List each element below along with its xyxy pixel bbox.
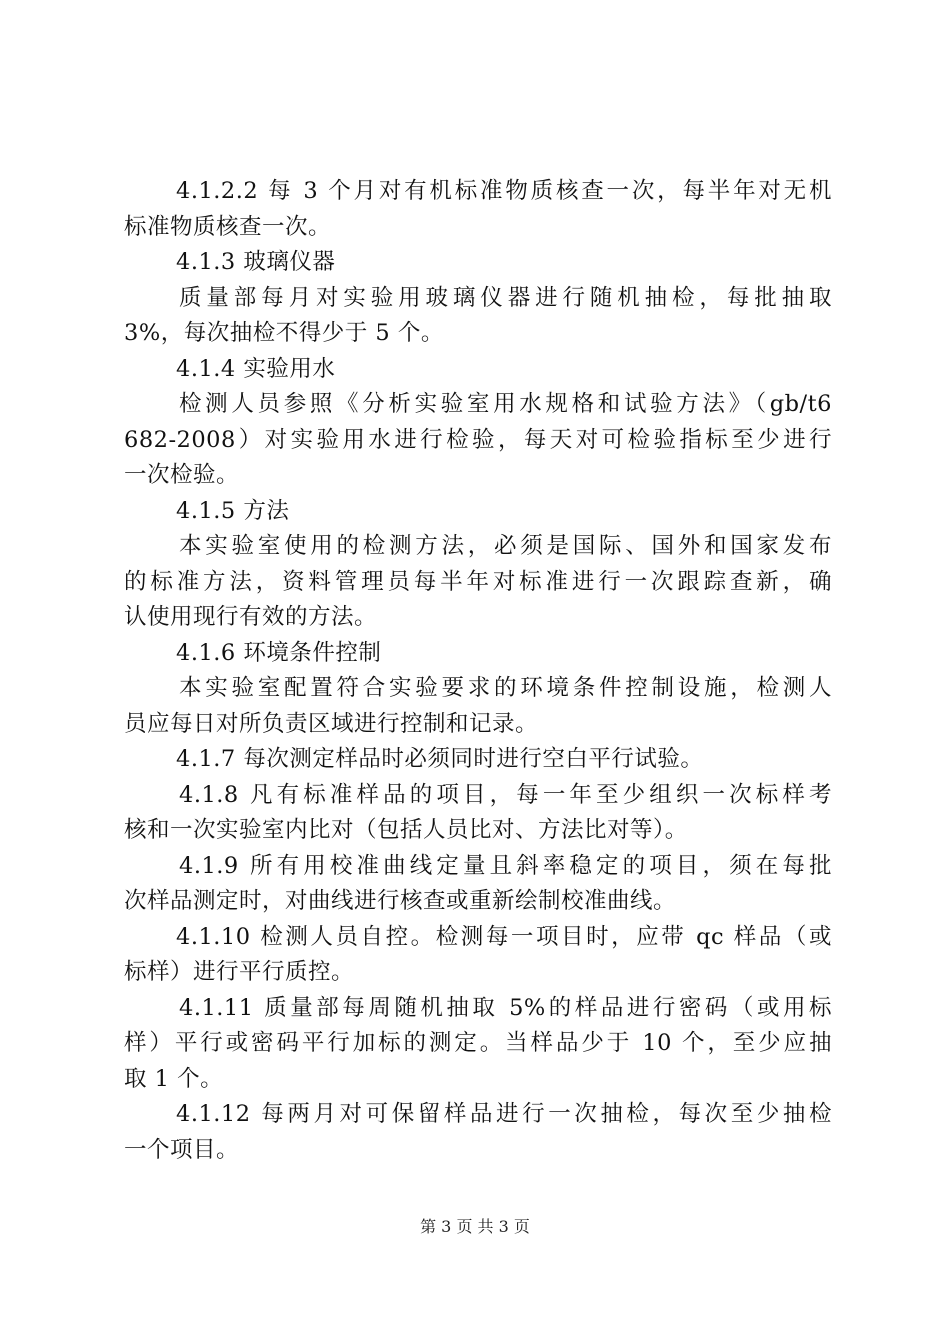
- document-body: [124, 174, 832, 1168]
- paragraph-line: 质量部每月对实验用玻璃仪器进行随机抽检，每批抽取: [179, 284, 832, 311]
- paragraph: [124, 1097, 832, 1168]
- paragraph: [124, 281, 832, 352]
- page-footer: 第 3 页 共 3 页: [420, 1217, 530, 1236]
- paragraph: [124, 742, 832, 778]
- paragraph: [124, 174, 832, 245]
- paragraph: [124, 529, 832, 636]
- paragraph-line: 4.1.3 玻璃仪器: [176, 249, 336, 275]
- paragraph-line: 3%，每次抽检不得少于 5 个。: [124, 320, 444, 346]
- paragraph-line: 4.1.8 凡有标准样品的项目，每一年至少组织一次标样考: [179, 781, 832, 808]
- paragraph: [124, 991, 832, 1098]
- paragraph-line: 员应每日对所负责区域进行控制和记录。: [124, 710, 539, 737]
- paragraph-line: 4.1.11 质量部每周随机抽取 5%的样品进行密码（或用标: [179, 994, 832, 1021]
- paragraph-line: 4.1.9 所有用校准曲线定量且斜率稳定的项目，须在每批: [179, 852, 832, 879]
- paragraph-line: 4.1.2.2 每 3 个月对有机标准物质核查一次，每半年对无机: [176, 178, 832, 204]
- paragraph-line: 本实验室使用的检测方法，必须是国际、国外和国家发布: [179, 533, 832, 559]
- paragraph-line: 标样）进行平行质控。: [124, 959, 355, 985]
- paragraph: [124, 636, 832, 672]
- paragraph: [124, 245, 832, 281]
- paragraph-line: 4.1.6 环境条件控制: [176, 639, 382, 666]
- paragraph: [124, 671, 832, 742]
- paragraph-line: 样）平行或密码平行加标的测定。当样品少于 10 个，至少应抽: [124, 1030, 832, 1056]
- paragraph: [124, 494, 832, 530]
- paragraph-line: 检测人员参照《分析实验室用水规格和试验方法》（gb/t6: [179, 391, 832, 417]
- paragraph-line: 本实验室配置符合实验要求的环境条件控制设施，检测人: [179, 675, 832, 701]
- paragraph: [124, 778, 832, 849]
- paragraph-line: 4.1.4 实验用水: [176, 355, 336, 382]
- paragraph-line: 核和一次实验室内比对（包括人员比对、方法比对等）。: [124, 817, 688, 843]
- paragraph-line: 的标准方法，资料管理员每半年对标准进行一次跟踪查新，确: [124, 568, 832, 595]
- paragraph-line: 取 1 个。: [124, 1065, 224, 1092]
- paragraph-line: 标准物质核查一次。: [124, 213, 332, 240]
- paragraph-line: 4.1.7 每次测定样品时必须同时进行空白平行试验。: [176, 746, 704, 772]
- paragraph-line: 682-2008）对实验用水进行检验，每天对可检验指标至少进行: [124, 426, 832, 453]
- paragraph-line: 4.1.5 方法: [176, 497, 290, 524]
- paragraph: [124, 849, 832, 920]
- paragraph-line: 4.1.10 检测人员自控。检测每一项目时，应带 qc 样品（或: [176, 923, 832, 950]
- paragraph: [124, 387, 832, 494]
- paragraph-line: 一个项目。: [124, 1136, 240, 1163]
- paragraph-line: 认使用现行有效的方法。: [124, 604, 378, 630]
- paragraph: [124, 352, 832, 388]
- paragraph: [124, 920, 832, 991]
- paragraph-line: 4.1.12 每两月对可保留样品进行一次抽检，每次至少抽检: [176, 1101, 832, 1127]
- paragraph-line: 次样品测定时，对曲线进行核查或重新绘制校准曲线。: [124, 888, 677, 914]
- paragraph-line: 一次检验。: [124, 462, 240, 488]
